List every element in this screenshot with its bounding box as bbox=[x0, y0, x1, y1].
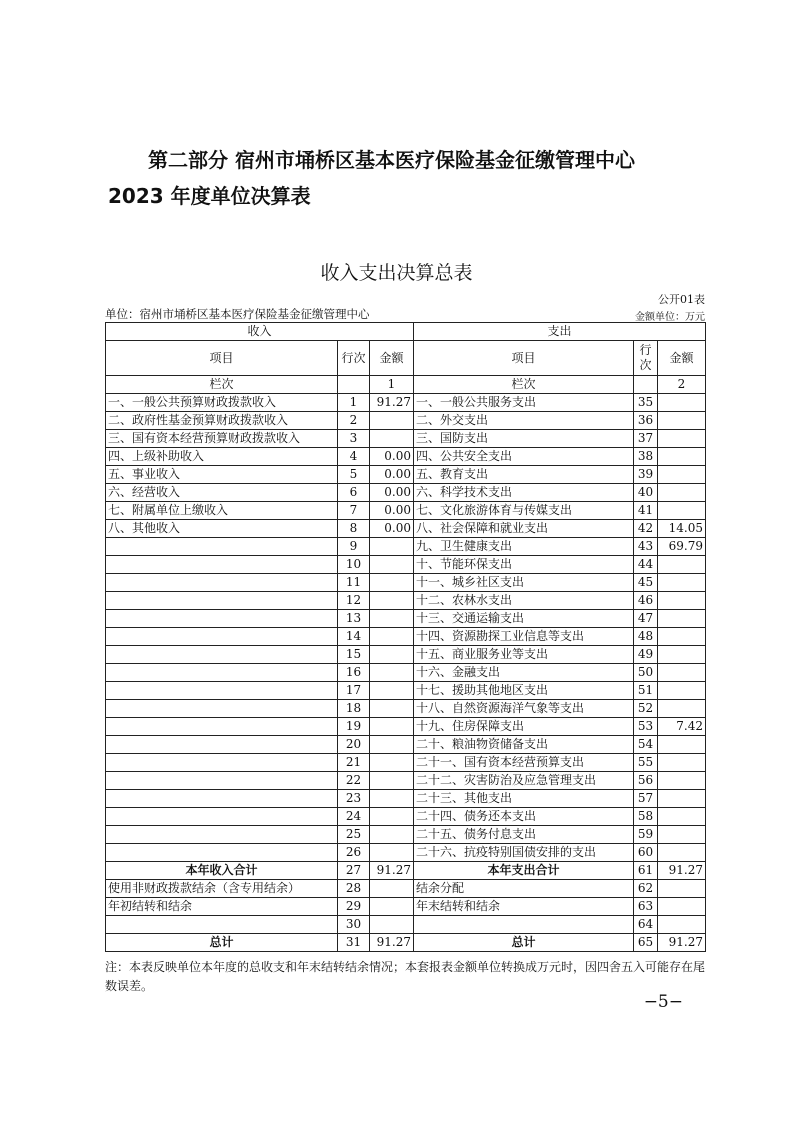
expense-item-cell: 本年支出合计 bbox=[414, 862, 634, 880]
expense-amount-cell bbox=[658, 466, 706, 484]
income-amount-cell: 91.27 bbox=[370, 862, 414, 880]
table-row bbox=[106, 466, 706, 484]
expense-item-cell: 八、社会保障和就业支出 bbox=[414, 520, 634, 538]
expense-line-no-cell: 56 bbox=[634, 772, 658, 790]
expense-amount-cell bbox=[658, 790, 706, 808]
expense-line-no-cell: 55 bbox=[634, 754, 658, 772]
expense-item-cell: 一、一般公共服务支出 bbox=[414, 394, 634, 412]
footnote: 注：本表反映单位本年度的总收支和年末结转结余情况；本套报表金额单位转换成万元时，因四舍五入可能存在尾数误差。 bbox=[105, 960, 706, 993]
income-item-cell: 二、政府性基金预算财政拨款收入 bbox=[106, 412, 338, 430]
income-item-cell bbox=[106, 790, 338, 808]
table-row bbox=[106, 610, 706, 628]
table-row bbox=[106, 448, 706, 466]
expense-line-no-cell: 61 bbox=[634, 862, 658, 880]
expense-item-cell: 二十六、抗疫特别国债安排的支出 bbox=[414, 844, 634, 862]
expense-line-no-cell: 63 bbox=[634, 898, 658, 916]
income-line-no-cell: 2 bbox=[338, 412, 370, 430]
income-amount-cell bbox=[370, 664, 414, 682]
table-row bbox=[106, 502, 706, 520]
income-line-no-cell: 7 bbox=[338, 502, 370, 520]
expense-item-cell: 十二、农林水支出 bbox=[414, 592, 634, 610]
document-heading bbox=[108, 142, 748, 214]
expense-amount-cell bbox=[658, 556, 706, 574]
expense-amount-cell bbox=[658, 898, 706, 916]
empty-cell bbox=[338, 376, 370, 394]
expense-amount-cell: 14.05 bbox=[658, 520, 706, 538]
expense-item-cell: 十四、资源勘探工业信息等支出 bbox=[414, 628, 634, 646]
income-amount-cell bbox=[370, 538, 414, 556]
income-amount-cell bbox=[370, 736, 414, 754]
table-row bbox=[106, 754, 706, 772]
table-row bbox=[106, 520, 706, 538]
column-header-row bbox=[106, 341, 706, 376]
income-line-no-cell: 1 bbox=[338, 394, 370, 412]
income-line-no-cell: 27 bbox=[338, 862, 370, 880]
income-item-cell bbox=[106, 592, 338, 610]
income-item-cell bbox=[106, 664, 338, 682]
expense-amount-cell bbox=[658, 826, 706, 844]
income-line-no-cell: 31 bbox=[338, 934, 370, 952]
income-line-no-cell: 10 bbox=[338, 556, 370, 574]
income-item-cell bbox=[106, 844, 338, 862]
income-item-cell bbox=[106, 826, 338, 844]
table-row bbox=[106, 736, 706, 754]
income-item-cell bbox=[106, 718, 338, 736]
income-line-no-cell: 23 bbox=[338, 790, 370, 808]
table-row bbox=[106, 916, 706, 934]
expense-line-no-cell: 58 bbox=[634, 808, 658, 826]
expense-section-header: 支出 bbox=[414, 323, 706, 341]
income-amount-cell: 0.00 bbox=[370, 466, 414, 484]
expense-item-cell: 结余分配 bbox=[414, 880, 634, 898]
table-row bbox=[106, 394, 706, 412]
expense-line-no-cell: 57 bbox=[634, 790, 658, 808]
expense-line-no-cell: 43 bbox=[634, 538, 658, 556]
income-item-cell bbox=[106, 610, 338, 628]
expense-amount-cell bbox=[658, 700, 706, 718]
table-row bbox=[106, 826, 706, 844]
expense-amount-header: 金额 bbox=[658, 341, 706, 376]
income-line-no-cell: 17 bbox=[338, 682, 370, 700]
expense-item-cell: 九、卫生健康支出 bbox=[414, 538, 634, 556]
income-item-cell bbox=[106, 682, 338, 700]
income-line-no-cell: 18 bbox=[338, 700, 370, 718]
income-line-no-cell: 8 bbox=[338, 520, 370, 538]
income-line-no-cell: 6 bbox=[338, 484, 370, 502]
income-line-no-cell: 26 bbox=[338, 844, 370, 862]
income-amount-cell bbox=[370, 592, 414, 610]
expense-item-cell: 十六、金融支出 bbox=[414, 664, 634, 682]
income-amount-cell bbox=[370, 610, 414, 628]
table-row bbox=[106, 538, 706, 556]
column-number-row bbox=[106, 376, 706, 394]
expense-line-no-cell: 62 bbox=[634, 880, 658, 898]
expense-line-no-cell: 48 bbox=[634, 628, 658, 646]
expense-line-no-header: 行 次 bbox=[634, 341, 658, 376]
income-line-no-cell: 3 bbox=[338, 430, 370, 448]
grand-total-row bbox=[106, 934, 706, 952]
expense-item-cell: 二十四、债务还本支出 bbox=[414, 808, 634, 826]
expense-amount-cell bbox=[658, 610, 706, 628]
expense-amount-cell bbox=[658, 844, 706, 862]
expense-item-cell: 十九、住房保障支出 bbox=[414, 718, 634, 736]
table-row bbox=[106, 700, 706, 718]
table-row bbox=[106, 646, 706, 664]
income-item-cell bbox=[106, 538, 338, 556]
expense-amount-cell bbox=[658, 484, 706, 502]
income-line-no-header: 行次 bbox=[338, 341, 370, 376]
expense-amount-cell: 91.27 bbox=[658, 934, 706, 952]
income-item-cell bbox=[106, 916, 338, 934]
income-line-no-cell: 28 bbox=[338, 880, 370, 898]
expense-amount-cell bbox=[658, 736, 706, 754]
income-line-no-cell: 15 bbox=[338, 646, 370, 664]
expense-line-no-cell: 46 bbox=[634, 592, 658, 610]
expense-item-cell: 七、文化旅游体育与传媒支出 bbox=[414, 502, 634, 520]
income-line-no-cell: 22 bbox=[338, 772, 370, 790]
income-item-cell: 五、事业收入 bbox=[106, 466, 338, 484]
table-row bbox=[106, 592, 706, 610]
table-row bbox=[106, 718, 706, 736]
income-amount-cell bbox=[370, 412, 414, 430]
income-item-cell bbox=[106, 754, 338, 772]
income-amount-cell bbox=[370, 754, 414, 772]
income-amount-cell bbox=[370, 556, 414, 574]
income-item-cell bbox=[106, 772, 338, 790]
income-line-no-cell: 19 bbox=[338, 718, 370, 736]
expense-line-no-cell: 44 bbox=[634, 556, 658, 574]
income-item-cell bbox=[106, 628, 338, 646]
expense-item-header: 项目 bbox=[414, 341, 634, 376]
expense-line-no-cell: 39 bbox=[634, 466, 658, 484]
expense-line-no-cell: 36 bbox=[634, 412, 658, 430]
amount-unit: 金额单位：万元 bbox=[635, 312, 705, 323]
section-header-row bbox=[106, 323, 706, 341]
income-amount-cell bbox=[370, 790, 414, 808]
expense-amount-cell bbox=[658, 808, 706, 826]
expense-amount-cell bbox=[658, 448, 706, 466]
expense-column-label: 栏次 bbox=[414, 376, 634, 394]
unit-label: 单位：宿州市埇桥区基本医疗保险基金征缴管理中心 bbox=[105, 307, 370, 321]
income-line-no-cell: 29 bbox=[338, 898, 370, 916]
table-row bbox=[106, 844, 706, 862]
empty-cell bbox=[634, 376, 658, 394]
expense-line-no-cell: 45 bbox=[634, 574, 658, 592]
income-line-no-cell: 16 bbox=[338, 664, 370, 682]
income-column-number: 1 bbox=[370, 376, 414, 394]
expense-amount-cell bbox=[658, 664, 706, 682]
income-item-cell: 使用非财政拨款结余（含专用结余） bbox=[106, 880, 338, 898]
income-amount-cell: 0.00 bbox=[370, 448, 414, 466]
expense-column-number: 2 bbox=[658, 376, 706, 394]
income-item-cell: 一、一般公共预算财政拨款收入 bbox=[106, 394, 338, 412]
income-item-cell bbox=[106, 646, 338, 664]
income-item-cell: 总计 bbox=[106, 934, 338, 952]
income-line-no-cell: 11 bbox=[338, 574, 370, 592]
income-amount-cell bbox=[370, 844, 414, 862]
table-row bbox=[106, 574, 706, 592]
income-expense-table bbox=[105, 322, 706, 952]
table-row bbox=[106, 664, 706, 682]
income-line-no-cell: 30 bbox=[338, 916, 370, 934]
income-line-no-cell: 20 bbox=[338, 736, 370, 754]
table-row bbox=[106, 430, 706, 448]
income-item-cell: 三、国有资本经营预算财政拨款收入 bbox=[106, 430, 338, 448]
income-line-no-cell: 24 bbox=[338, 808, 370, 826]
expense-item-cell: 十三、交通运输支出 bbox=[414, 610, 634, 628]
income-column-label: 栏次 bbox=[106, 376, 338, 394]
expense-line-no-cell: 59 bbox=[634, 826, 658, 844]
income-line-no-cell: 13 bbox=[338, 610, 370, 628]
expense-item-cell: 二十二、灾害防治及应急管理支出 bbox=[414, 772, 634, 790]
expense-item-cell: 二十一、国有资本经营预算支出 bbox=[414, 754, 634, 772]
expense-line-no-cell: 51 bbox=[634, 682, 658, 700]
income-item-cell: 八、其他收入 bbox=[106, 520, 338, 538]
expense-line-no-cell: 38 bbox=[634, 448, 658, 466]
income-amount-cell bbox=[370, 916, 414, 934]
table-row bbox=[106, 412, 706, 430]
expense-item-cell: 十八、自然资源海洋气象等支出 bbox=[414, 700, 634, 718]
heading-line-2: 2023 年度单位决算表 bbox=[108, 184, 311, 208]
expense-item-cell: 十一、城乡社区支出 bbox=[414, 574, 634, 592]
income-line-no-cell: 9 bbox=[338, 538, 370, 556]
expense-item-cell: 二十五、债务付息支出 bbox=[414, 826, 634, 844]
unit-row bbox=[105, 306, 705, 323]
income-amount-cell bbox=[370, 646, 414, 664]
income-amount-cell: 91.27 bbox=[370, 394, 414, 412]
expense-item-cell: 三、国防支出 bbox=[414, 430, 634, 448]
income-line-no-cell: 14 bbox=[338, 628, 370, 646]
income-line-no-cell: 12 bbox=[338, 592, 370, 610]
income-item-cell: 四、上级补助收入 bbox=[106, 448, 338, 466]
expense-amount-cell: 91.27 bbox=[658, 862, 706, 880]
expense-amount-cell: 69.79 bbox=[658, 538, 706, 556]
expense-line-no-cell: 65 bbox=[634, 934, 658, 952]
expense-item-cell: 二、外交支出 bbox=[414, 412, 634, 430]
income-amount-cell bbox=[370, 700, 414, 718]
expense-amount-cell bbox=[658, 880, 706, 898]
year-total-row bbox=[106, 862, 706, 880]
expense-amount-cell bbox=[658, 754, 706, 772]
expense-item-cell: 十五、商业服务业等支出 bbox=[414, 646, 634, 664]
expense-line-no-cell: 37 bbox=[634, 430, 658, 448]
expense-item-cell: 二十、粮油物资储备支出 bbox=[414, 736, 634, 754]
expense-item-cell bbox=[414, 916, 634, 934]
income-item-cell bbox=[106, 736, 338, 754]
expense-item-cell: 年末结转和结余 bbox=[414, 898, 634, 916]
income-amount-cell bbox=[370, 682, 414, 700]
table-title: 收入支出决算总表 bbox=[320, 262, 473, 284]
income-amount-cell bbox=[370, 772, 414, 790]
expense-item-cell: 六、科学技术支出 bbox=[414, 484, 634, 502]
table-row bbox=[106, 772, 706, 790]
income-amount-header: 金额 bbox=[370, 341, 414, 376]
expense-item-cell: 总计 bbox=[414, 934, 634, 952]
income-line-no-cell: 21 bbox=[338, 754, 370, 772]
income-amount-cell: 0.00 bbox=[370, 520, 414, 538]
expense-item-cell: 十、节能环保支出 bbox=[414, 556, 634, 574]
expense-amount-cell bbox=[658, 502, 706, 520]
expense-line-no-cell: 52 bbox=[634, 700, 658, 718]
income-line-no-cell: 5 bbox=[338, 466, 370, 484]
expense-item-cell: 二十三、其他支出 bbox=[414, 790, 634, 808]
expense-amount-cell bbox=[658, 628, 706, 646]
income-amount-cell bbox=[370, 628, 414, 646]
income-amount-cell: 0.00 bbox=[370, 484, 414, 502]
expense-line-no-cell: 41 bbox=[634, 502, 658, 520]
income-section-header: 收入 bbox=[106, 323, 414, 341]
expense-amount-cell bbox=[658, 772, 706, 790]
expense-item-cell: 五、教育支出 bbox=[414, 466, 634, 484]
table-row bbox=[106, 898, 706, 916]
table-row bbox=[106, 790, 706, 808]
expense-amount-cell: 7.42 bbox=[658, 718, 706, 736]
income-amount-cell bbox=[370, 718, 414, 736]
expense-amount-cell bbox=[658, 682, 706, 700]
table-row bbox=[106, 808, 706, 826]
expense-amount-cell bbox=[658, 916, 706, 934]
income-line-no-cell: 4 bbox=[338, 448, 370, 466]
income-item-cell: 年初结转和结余 bbox=[106, 898, 338, 916]
expense-amount-cell bbox=[658, 592, 706, 610]
table-row bbox=[106, 556, 706, 574]
expense-line-no-cell: 54 bbox=[634, 736, 658, 754]
expense-line-no-cell: 47 bbox=[634, 610, 658, 628]
expense-line-no-cell: 53 bbox=[634, 718, 658, 736]
expense-line-no-cell: 42 bbox=[634, 520, 658, 538]
income-item-cell bbox=[106, 574, 338, 592]
income-amount-cell bbox=[370, 574, 414, 592]
income-line-no-cell: 25 bbox=[338, 826, 370, 844]
expense-amount-cell bbox=[658, 412, 706, 430]
income-amount-cell: 0.00 bbox=[370, 502, 414, 520]
income-item-cell bbox=[106, 808, 338, 826]
table-row bbox=[106, 628, 706, 646]
expense-line-no-cell: 49 bbox=[634, 646, 658, 664]
income-amount-cell: 91.27 bbox=[370, 934, 414, 952]
expense-amount-cell bbox=[658, 430, 706, 448]
expense-line-no-cell: 35 bbox=[634, 394, 658, 412]
income-item-cell: 本年收入合计 bbox=[106, 862, 338, 880]
expense-line-no-cell: 40 bbox=[634, 484, 658, 502]
income-amount-cell bbox=[370, 898, 414, 916]
expense-amount-cell bbox=[658, 394, 706, 412]
income-item-cell bbox=[106, 556, 338, 574]
expense-amount-cell bbox=[658, 574, 706, 592]
form-code: 公开01表 bbox=[658, 293, 705, 306]
heading-line-1: 第二部分 宿州市埇桥区基本医疗保险基金征缴管理中心 bbox=[148, 148, 635, 172]
income-item-cell: 七、附属单位上缴收入 bbox=[106, 502, 338, 520]
expense-line-no-cell: 50 bbox=[634, 664, 658, 682]
expense-line-no-cell: 60 bbox=[634, 844, 658, 862]
income-amount-cell bbox=[370, 880, 414, 898]
income-item-cell bbox=[106, 700, 338, 718]
income-item-cell: 六、经营收入 bbox=[106, 484, 338, 502]
income-amount-cell bbox=[370, 826, 414, 844]
expense-amount-cell bbox=[658, 646, 706, 664]
page-number: −5− bbox=[643, 992, 683, 1012]
income-amount-cell bbox=[370, 808, 414, 826]
expense-item-cell: 四、公共安全支出 bbox=[414, 448, 634, 466]
table-row bbox=[106, 484, 706, 502]
table-row bbox=[106, 880, 706, 898]
table-row bbox=[106, 682, 706, 700]
income-item-header: 项目 bbox=[106, 341, 338, 376]
expense-line-no-cell: 64 bbox=[634, 916, 658, 934]
expense-item-cell: 十七、援助其他地区支出 bbox=[414, 682, 634, 700]
income-amount-cell bbox=[370, 430, 414, 448]
